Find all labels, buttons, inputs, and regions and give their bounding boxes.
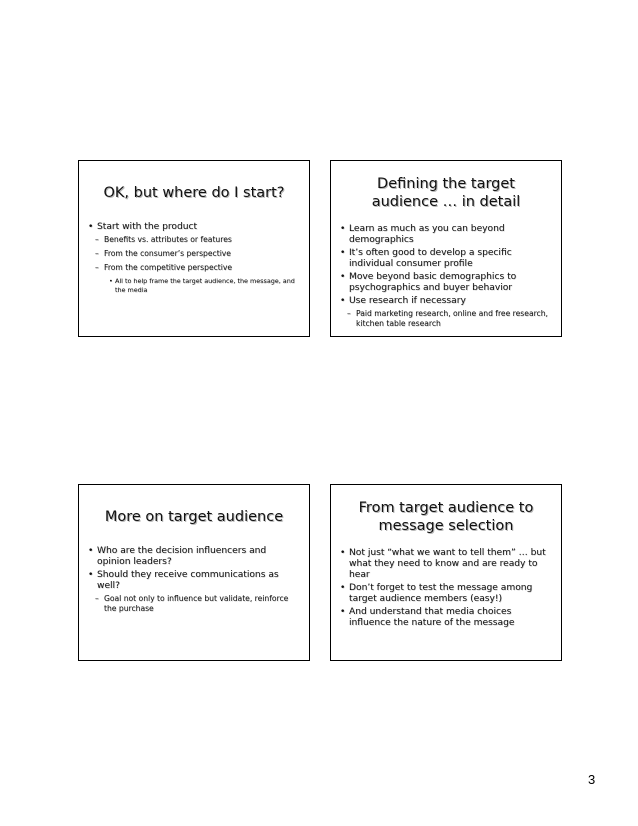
bullet-item: • It’s often good to develop a specific individual consumer profile	[340, 248, 551, 270]
slide-thumbnail-1	[78, 160, 310, 337]
bullet-item: • Learn as much as you can beyond demographics	[340, 224, 551, 246]
sub-bullet-item: – Benefits vs. attributes or features	[88, 235, 299, 245]
slide-title-line: audience … in detail	[371, 194, 521, 210]
bullet-item: • Should they receive communications as well?	[88, 570, 299, 592]
bullet-item: • Don’t forget to test the message among target audience members (easy!)	[340, 583, 551, 605]
bullet-item: • Move beyond basic demographics to psychographics and buyer behavior	[340, 272, 551, 294]
bullet-item: • Start with the product	[88, 222, 299, 233]
bullet-item: • Who are the decision influencers and opinion leaders?	[88, 546, 299, 568]
slide-thumbnail-3	[78, 484, 310, 661]
sub-sub-bullet-item: • All to help frame the target audience, the message, and the media	[88, 277, 299, 294]
slide-title-line: Defining the target	[377, 176, 515, 192]
bullet-list	[88, 546, 299, 614]
slide-title	[331, 499, 561, 535]
bullet-list	[88, 222, 299, 294]
slide-title	[331, 175, 561, 211]
slide-title-line: message selection	[378, 518, 514, 534]
slide-title: More on target audience	[104, 509, 284, 525]
slide-title-line: From target audience to	[358, 500, 534, 516]
bullet-list	[340, 548, 551, 629]
sub-bullet-item: – From the competitive perspective	[88, 263, 299, 273]
sub-bullet-item: – Paid marketing research, online and free research, kitchen table research	[340, 309, 551, 329]
bullet-item: • And understand that media choices influence the nature of the message	[340, 607, 551, 629]
slide-thumbnail-2	[330, 160, 562, 337]
bullet-item: • Not just “what we want to tell them” … but what they need to know and are ready to hear	[340, 548, 551, 581]
sub-bullet-item: – From the consumer’s perspective	[88, 249, 299, 259]
bullet-list	[340, 224, 551, 329]
sub-bullet-item: – Goal not only to influence but validate, reinforce the purchase	[88, 594, 299, 614]
slide-thumbnail-4	[330, 484, 562, 661]
slide-title: OK, but where do I start?	[103, 185, 285, 201]
bullet-item: • Use research if necessary	[340, 296, 551, 307]
page-number: 3	[588, 772, 596, 787]
